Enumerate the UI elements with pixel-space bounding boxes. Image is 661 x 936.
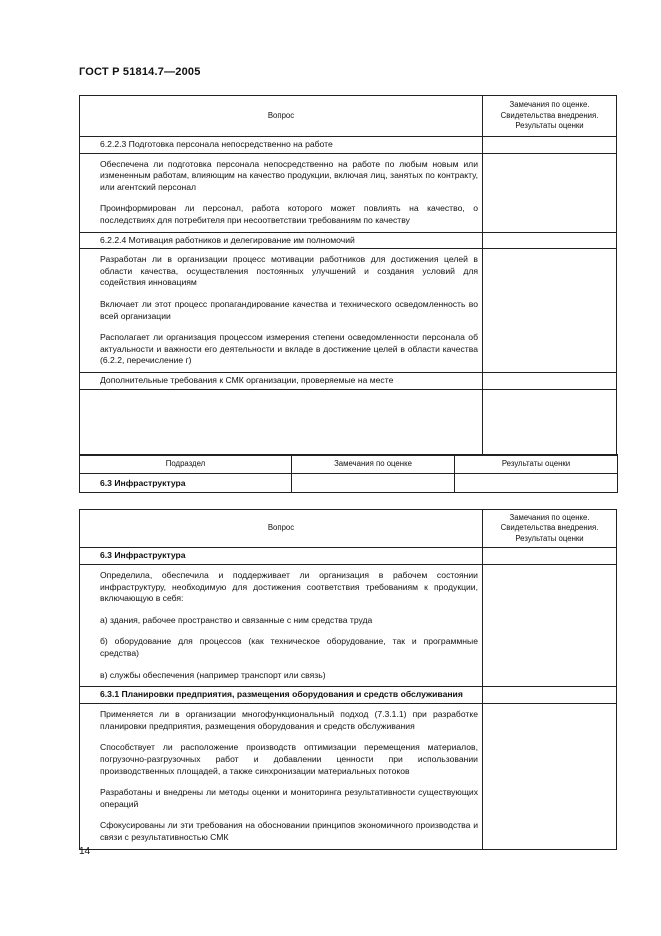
- column-header-remarks: Замечания по оценке. Свидетельства внедрения. Результаты оценки: [483, 510, 617, 548]
- question-item: Способствует ли расположение производств оптимизации перемещения материалов, погрузочно-разгрузочных работ и добавлении ценности при использовании производственных площадей, а также синхронизации материальных потоков: [100, 742, 478, 776]
- empty-cell: [80, 389, 483, 455]
- remarks-cell: [483, 137, 617, 154]
- remarks-cell: [292, 474, 455, 493]
- column-header-question: Вопрос: [80, 510, 483, 548]
- remarks-cell: [483, 153, 617, 232]
- column-header-question: Вопрос: [80, 96, 483, 137]
- table-header-row: [80, 510, 617, 548]
- remarks-cell: [483, 372, 617, 389]
- remarks-cell: [483, 565, 617, 687]
- question-item: в) службы обеспечения (например транспорт или связь): [100, 669, 326, 680]
- table-header-row: [80, 455, 618, 474]
- table-row: [80, 232, 617, 249]
- remarks-cell: [483, 548, 617, 565]
- question-item: Проинформирован ли персонал, работа которого может повлиять на качество, о последствиях для потребителя при несоответствии требованиям по качеству: [100, 203, 478, 225]
- table-row: [80, 474, 618, 493]
- table-header-row: [80, 96, 617, 137]
- question-item: б) оборудование для процессов (как техническое оборудование, так и программные средства): [100, 636, 478, 658]
- questions-table-2: [79, 509, 617, 850]
- page-number: 14: [79, 846, 91, 857]
- question-item: Применяется ли в организации многофункциональный подход (7.3.1.1) при разработке планировки предприятия, размещения оборудования и средств обслуживания: [100, 709, 478, 731]
- section-heading: 6.3 Инфраструктура: [80, 548, 483, 565]
- table-row: [80, 548, 617, 565]
- table-row: [80, 704, 617, 849]
- remarks-cell: [483, 249, 617, 373]
- column-header-results: Результаты оценки: [455, 455, 618, 474]
- question-item: а) здания, рабочее пространство и связанные с ним средства труда: [100, 614, 373, 625]
- table-row: [80, 687, 617, 704]
- empty-cell: [483, 389, 617, 455]
- section-heading: Дополнительные требования к СМК организации, проверяемые на месте: [80, 372, 483, 389]
- document-id: ГОСТ Р 51814.7—2005: [79, 66, 201, 78]
- table-row: [80, 372, 617, 389]
- question-item: Сфокусированы ли эти требования на обосновании принципов экономичного производства и связи с результативностью СМК: [100, 820, 478, 842]
- question-item: Разработан ли в организации процесс мотивации работников для достижения целей в области качества, осуществления постоянных улучшений и создания условий для содействия инновациям: [100, 254, 478, 288]
- table-row: [80, 565, 617, 687]
- questions-table-1: [79, 95, 617, 456]
- table-row: [80, 153, 617, 232]
- column-header-remarks: Замечания по оценке: [292, 455, 455, 474]
- table-row-empty: [80, 389, 617, 455]
- question-item: Включает ли этот процесс пропагандирование качества и технического осведомленность во всей организации: [100, 298, 478, 321]
- column-header-subsection: Подраздел: [80, 455, 292, 474]
- subsection-label: 6.3 Инфраструктура: [80, 474, 292, 493]
- section-heading: 6.3.1 Планировки предприятия, размещения оборудования и средств обслуживания: [80, 687, 483, 704]
- section-heading: 6.2.2.4 Мотивация работников и делегирование им полномочий: [80, 232, 483, 249]
- table-row: [80, 137, 617, 154]
- results-cell: [455, 474, 618, 493]
- question-item: Обеспечена ли подготовка персонала непосредственно на работе по любым новым или измененным работам, влияющим на качество продукции, включая лиц, занятых по контракту, или агентский персонал: [100, 158, 478, 192]
- remarks-cell: [483, 687, 617, 704]
- section-heading: 6.2.2.3 Подготовка персонала непосредственно на работе: [80, 137, 483, 154]
- subsection-summary-table: [79, 454, 618, 493]
- remarks-cell: [483, 232, 617, 249]
- column-header-remarks: Замечания по оценке. Свидетельства внедрения. Результаты оценки: [483, 96, 617, 137]
- remarks-cell: [483, 704, 617, 849]
- question-item: Определила, обеспечила и поддерживает ли организация в рабочем состоянии инфраструктуру, необходимую для достижения соответствия требованиям к продукции, включающую в себя:: [100, 570, 478, 604]
- question-item: Располагает ли организация процессом измерения степени осведомленности персонала об актуальности и важности его деятельности и вкладе в достижение целей в области качества (6.2.2, перечисление г): [100, 332, 478, 366]
- question-item: Разработаны и внедрены ли методы оценки и мониторинга результативности существующих операций: [100, 787, 478, 809]
- table-row: [80, 249, 617, 373]
